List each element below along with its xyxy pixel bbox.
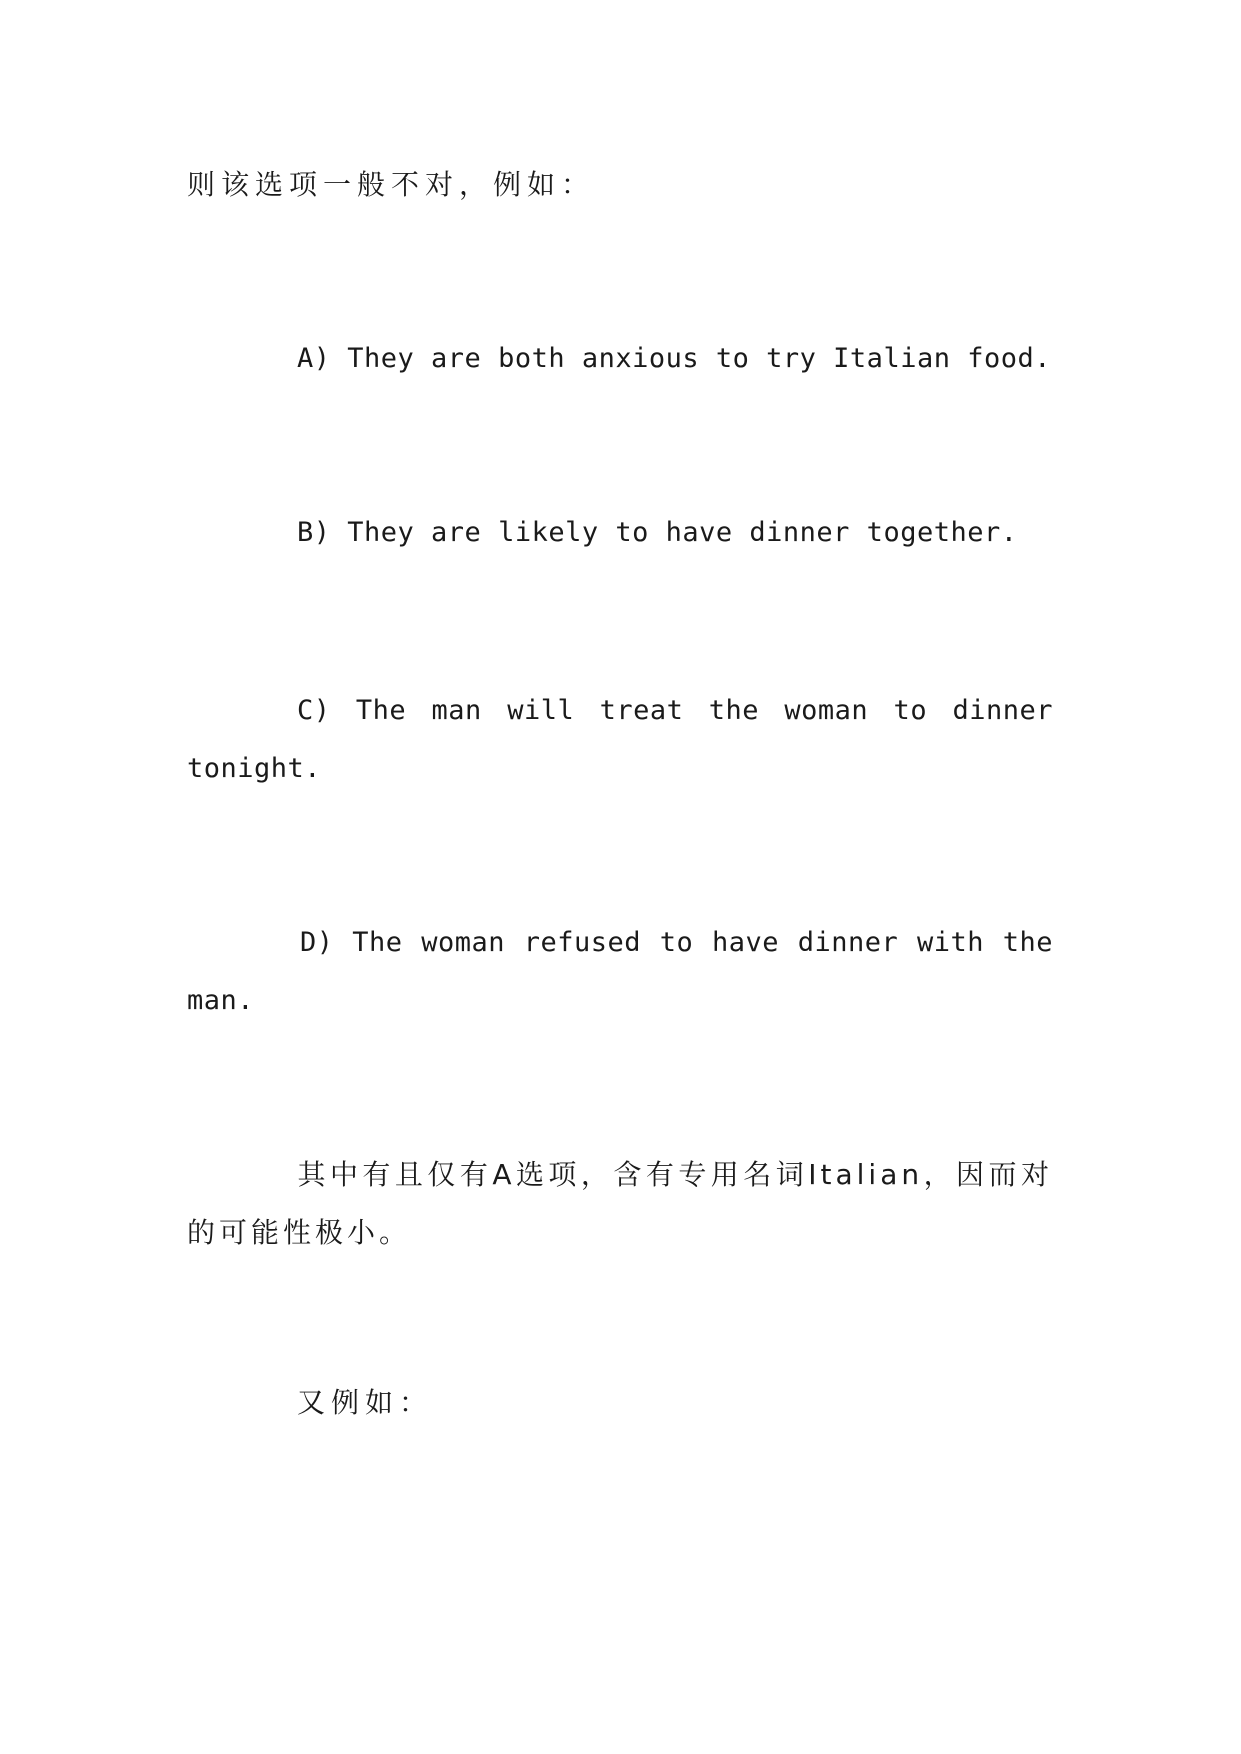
option-c-paragraph [187,682,1053,798]
explanation-paragraph [187,1146,1053,1262]
option-d-paragraph [187,914,1053,1030]
intro-paragraph: 则该选项一般不对，例如： [187,168,596,201]
option-c: C) The man will treat the woman to dinner tonight. [187,695,1053,784]
explanation-text: 其中有且仅有A选项，含有专用名词Italian，因而对的可能性极小。 [187,1158,1053,1249]
option-a: A) They are both anxious to try Italian food. [297,343,1051,374]
option-b: B) They are likely to have dinner together. [297,517,1018,548]
option-d: D) The woman refused to have dinner with the man. [187,927,1053,1016]
another-example-paragraph: 又例如： [297,1386,434,1419]
